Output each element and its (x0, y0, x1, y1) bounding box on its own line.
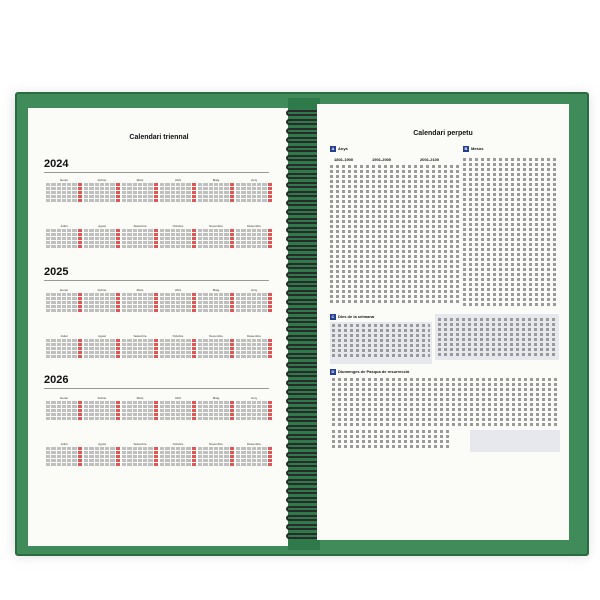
year-rule (44, 172, 269, 173)
table-row (330, 215, 460, 218)
table-row (463, 298, 557, 301)
right-page-title: Calendari perpetu (413, 130, 473, 137)
table-row (330, 180, 460, 183)
year-range-1: 1801-1900 (334, 157, 354, 162)
table-row (330, 205, 460, 208)
table-row (463, 238, 557, 241)
table-row (463, 158, 557, 161)
month-block (160, 334, 196, 364)
table-row (463, 278, 557, 281)
day-grid (46, 229, 82, 248)
table-row (330, 220, 460, 223)
month-block (122, 334, 158, 364)
month-block (84, 334, 120, 364)
day-grid (122, 183, 158, 202)
table-row (463, 183, 557, 186)
month-name: Abril (174, 396, 181, 400)
month-name: Maig (212, 178, 220, 182)
year-range-2: 1901-2000 (372, 157, 392, 162)
day-grid (122, 401, 158, 420)
table-row (463, 173, 557, 176)
day-grid (198, 447, 234, 466)
table-row (330, 290, 460, 293)
day-grid (236, 229, 272, 248)
month-name: Març (136, 396, 144, 400)
month-name: Març (136, 288, 144, 292)
month-name: Gener (59, 396, 69, 400)
month-name: Gener (59, 178, 69, 182)
day-grid (46, 447, 82, 466)
table-row (438, 353, 556, 356)
section-mesos-heading (463, 146, 483, 152)
year-rule (44, 388, 269, 389)
instructions-text (438, 318, 556, 358)
month-block (160, 442, 196, 472)
table-row (463, 163, 557, 166)
day-grid (84, 447, 120, 466)
table-row (463, 208, 557, 211)
section-letter-badge: B (464, 146, 468, 151)
month-block (84, 224, 120, 254)
month-block (84, 178, 120, 208)
month-name: Setembre (133, 442, 147, 446)
day-grid (84, 183, 120, 202)
table-row (330, 240, 460, 243)
table-row (463, 193, 557, 196)
month-name: Setembre (133, 334, 147, 338)
table-row (438, 348, 556, 351)
month-name: Abril (174, 178, 181, 182)
table-row (332, 398, 560, 401)
section-label: Diumenges de Pasqua de resurrecció (338, 369, 410, 374)
table-row (332, 334, 430, 337)
day-grid (198, 183, 234, 202)
table-row (438, 343, 556, 346)
month-name: Maig (212, 288, 220, 292)
table-row (463, 178, 557, 181)
month-name: Març (136, 178, 144, 182)
table-row (463, 223, 557, 226)
table-row (330, 175, 460, 178)
month-block (160, 396, 196, 426)
table-row (330, 200, 460, 203)
table-row (332, 423, 560, 426)
table-row (330, 295, 460, 298)
month-name: Gener (59, 288, 69, 292)
table-row (330, 235, 460, 238)
month-block (198, 288, 234, 318)
month-name: Setembre (133, 224, 147, 228)
table-row (463, 168, 557, 171)
day-grid (236, 183, 272, 202)
day-grid (122, 229, 158, 248)
table-row (463, 243, 557, 246)
month-block (236, 224, 272, 254)
month-name: Febrer (97, 396, 107, 400)
day-grid (84, 339, 120, 358)
month-block (160, 178, 196, 208)
left-page (28, 108, 290, 546)
month-block (84, 442, 120, 472)
section-label: Anys (338, 146, 348, 151)
table-row (463, 253, 557, 256)
month-block (122, 178, 158, 208)
month-block (198, 178, 234, 208)
day-grid (160, 293, 196, 312)
table-row (332, 383, 560, 386)
easter-note (332, 430, 452, 450)
section-label: Mesos (471, 146, 484, 151)
month-name: Juliol (60, 224, 68, 228)
table-row (330, 280, 460, 283)
table-row (438, 333, 556, 336)
month-block (122, 396, 158, 426)
month-name: Abril (174, 288, 181, 292)
table-row (330, 185, 460, 188)
day-grid (46, 401, 82, 420)
month-name: Juny (250, 178, 258, 182)
day-grid (198, 339, 234, 358)
table-row (330, 300, 460, 303)
table-row (332, 445, 452, 448)
table-row (463, 198, 557, 201)
table-row (332, 418, 560, 421)
table-row (330, 285, 460, 288)
table-row (330, 245, 460, 248)
day-grid (236, 293, 272, 312)
month-name: Juliol (60, 442, 68, 446)
table-row (330, 210, 460, 213)
day-grid (84, 293, 120, 312)
table-row (463, 213, 557, 216)
month-name: Juliol (60, 334, 68, 338)
month-block (122, 224, 158, 254)
month-name: Agost (98, 442, 106, 446)
section-label: Dies de la setmana (338, 314, 375, 319)
months-table (463, 158, 557, 308)
table-row (332, 344, 430, 347)
month-block (84, 396, 120, 426)
table-row (330, 230, 460, 233)
month-name: Novembre (209, 224, 223, 228)
day-grid (160, 401, 196, 420)
table-row (332, 403, 560, 406)
table-row (330, 190, 460, 193)
table-row (332, 329, 430, 332)
month-name: Novembre (209, 334, 223, 338)
holiday-box (470, 430, 560, 452)
table-row (463, 233, 557, 236)
month-name: Desembre (247, 442, 261, 446)
section-letter-badge: C (331, 314, 335, 319)
table-row (332, 354, 430, 357)
month-name: Maig (212, 396, 220, 400)
month-block (46, 334, 82, 364)
table-row (330, 165, 460, 168)
month-block (122, 288, 158, 318)
year-label-2024: 2024 (44, 158, 69, 170)
years-table (330, 165, 460, 305)
month-name: Febrer (97, 288, 107, 292)
table-row (463, 268, 557, 271)
table-row (330, 270, 460, 273)
table-row (438, 318, 556, 321)
month-block (236, 178, 272, 208)
table-row (330, 255, 460, 258)
table-row (332, 349, 430, 352)
day-grid (84, 401, 120, 420)
month-name: Octubre (172, 334, 184, 338)
table-row (332, 430, 452, 433)
year-rule (44, 280, 269, 281)
section-letter-badge: D (331, 369, 335, 374)
table-row (463, 218, 557, 221)
month-name: Octubre (172, 442, 184, 446)
table-row (332, 440, 452, 443)
day-grid (46, 183, 82, 202)
day-grid (236, 339, 272, 358)
month-block (198, 224, 234, 254)
month-block (46, 288, 82, 318)
section-letter-badge: A (331, 146, 335, 151)
weekday-table (332, 324, 430, 359)
table-row (330, 170, 460, 173)
table-row (463, 228, 557, 231)
easter-table (332, 378, 560, 428)
table-row (330, 265, 460, 268)
month-block (46, 396, 82, 426)
month-block (160, 288, 196, 318)
table-row (463, 248, 557, 251)
day-grid (46, 339, 82, 358)
section-anys-heading (330, 146, 348, 152)
table-row (330, 275, 460, 278)
table-row (330, 250, 460, 253)
month-name: Novembre (209, 442, 223, 446)
section-dies-heading (330, 314, 374, 320)
table-row (463, 288, 557, 291)
month-block (122, 442, 158, 472)
day-grid (198, 401, 234, 420)
month-block (84, 288, 120, 318)
day-grid (198, 229, 234, 248)
table-row (332, 339, 430, 342)
year-range-3: 2001-2100 (420, 157, 440, 162)
table-row (438, 328, 556, 331)
day-grid (160, 229, 196, 248)
month-name: Juny (250, 288, 258, 292)
table-row (332, 435, 452, 438)
month-block (236, 442, 272, 472)
table-row (330, 195, 460, 198)
day-grid (236, 401, 272, 420)
month-name: Desembre (247, 334, 261, 338)
day-grid (198, 293, 234, 312)
table-row (463, 303, 557, 306)
table-row (332, 324, 430, 327)
table-row (438, 323, 556, 326)
table-row (463, 203, 557, 206)
day-grid (160, 447, 196, 466)
table-row (330, 225, 460, 228)
month-name: Desembre (247, 224, 261, 228)
day-grid (160, 183, 196, 202)
day-grid (122, 293, 158, 312)
month-block (46, 178, 82, 208)
table-row (463, 263, 557, 266)
table-row (332, 393, 560, 396)
day-grid (46, 293, 82, 312)
month-block (198, 442, 234, 472)
month-name: Febrer (97, 178, 107, 182)
table-row (332, 378, 560, 381)
table-row (463, 273, 557, 276)
month-block (46, 442, 82, 472)
month-name: Agost (98, 334, 106, 338)
month-name: Octubre (172, 224, 184, 228)
day-grid (122, 339, 158, 358)
table-row (463, 283, 557, 286)
table-row (332, 408, 560, 411)
section-pasqua-heading (330, 369, 409, 375)
month-block (236, 334, 272, 364)
month-name: Juny (250, 396, 258, 400)
table-row (463, 293, 557, 296)
day-grid (122, 447, 158, 466)
year-label-2025: 2025 (44, 266, 69, 278)
table-row (463, 188, 557, 191)
month-block (46, 224, 82, 254)
month-block (160, 224, 196, 254)
left-page-title: Calendari triennal (129, 134, 189, 141)
month-block (236, 288, 272, 318)
month-name: Agost (98, 224, 106, 228)
year-label-2026: 2026 (44, 374, 69, 386)
day-grid (236, 447, 272, 466)
table-row (438, 338, 556, 341)
table-row (332, 413, 560, 416)
table-row (332, 388, 560, 391)
month-block (236, 396, 272, 426)
table-row (330, 260, 460, 263)
day-grid (84, 229, 120, 248)
day-grid (160, 339, 196, 358)
month-block (198, 396, 234, 426)
table-row (463, 258, 557, 261)
month-block (198, 334, 234, 364)
